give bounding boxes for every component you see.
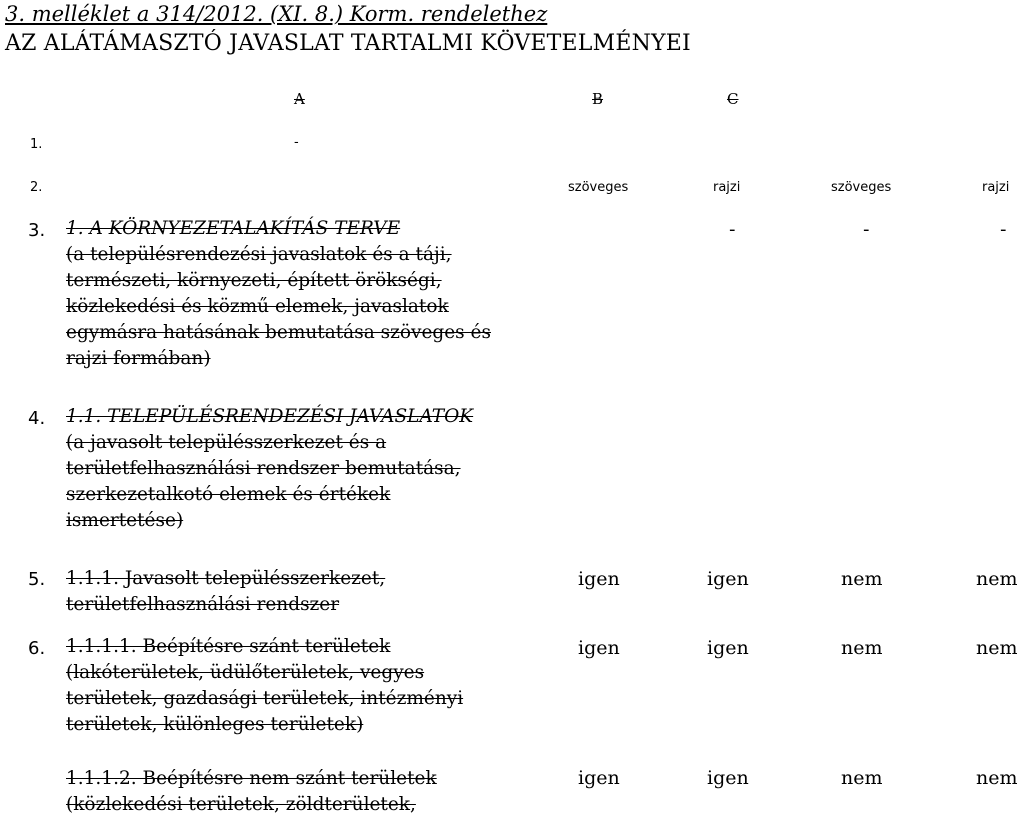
cell-value: igen [707, 767, 749, 789]
cell-value: igen [578, 568, 620, 590]
row-number: 6. [28, 638, 46, 659]
row-title: 1.1. TELEPÜLÉSRENDEZÉSI JAVASLATOK [66, 406, 474, 427]
row-line: rajzi formában) [66, 348, 211, 369]
cell-value: nem [841, 637, 883, 659]
row-line: 1.1.1. Javasolt településszerkezet, [66, 568, 386, 589]
row-title: 1. A KÖRNYEZETALAKÍTÁS TERVE [66, 218, 401, 239]
row-number: 4. [28, 408, 46, 429]
row-text [66, 766, 437, 818]
cell-value: nem [976, 637, 1018, 659]
row-line: egymásra hatásának bemutatása szöveges és [66, 322, 491, 343]
row-text [66, 216, 491, 372]
row-line: szerkezetalkotó elemek és értékek [66, 484, 391, 505]
cell-value: nem [841, 767, 883, 789]
row-number: 5. [28, 569, 46, 590]
cell-value: - [729, 219, 736, 240]
row-line: területek, gazdasági területek, intézményi [66, 688, 464, 709]
row-line: területfelhasználási rendszer [66, 594, 340, 615]
cell-value: igen [578, 767, 620, 789]
row-line: területek, különleges területek) [66, 714, 364, 735]
row-line: természeti, környezeti, épített örökségi, [66, 270, 442, 291]
subheader-textual: szöveges [831, 180, 892, 195]
annex-title: 3. melléklet a 314/2012. (XI. 8.) Korm. rendelethez [5, 2, 548, 26]
cell-value: nem [976, 568, 1018, 590]
empty-dash: - [294, 135, 299, 150]
row-line: ismertetése) [66, 510, 184, 531]
cell-value: nem [976, 767, 1018, 789]
row-number: 2. [30, 180, 43, 195]
cell-value: nem [841, 568, 883, 590]
column-header-c: C [727, 90, 739, 108]
column-header-b: B [592, 90, 604, 108]
row-text [66, 404, 473, 534]
row-line: (lakóterületek, üdülőterületek, vegyes [66, 662, 425, 683]
subheader-drawing: rajzi [713, 180, 741, 195]
cell-value: igen [578, 637, 620, 659]
row-number: 3. [28, 220, 46, 241]
row-line: (a javasolt településszerkezet és a [66, 432, 387, 453]
cell-value: igen [707, 637, 749, 659]
subheader-drawing: rajzi [982, 180, 1010, 195]
row-number: 1. [30, 137, 43, 152]
cell-value: - [863, 219, 870, 240]
main-title: AZ ALÁTÁMASZTÓ JAVASLAT TARTALMI KÖVETELMÉNYEI [5, 31, 691, 56]
row-line: (közlekedési területek, zöldterületek, [66, 794, 416, 815]
row-line: területfelhasználási rendszer bemutatása, [66, 458, 461, 479]
cell-value: - [1000, 219, 1007, 240]
row-line: 1.1.1.2. Beépítésre nem szánt területek [66, 768, 437, 789]
column-header-a: A [294, 90, 305, 108]
row-text [66, 566, 385, 618]
subheader-textual: szöveges [568, 180, 629, 195]
row-line: közlekedési és közmű elemek, javaslatok [66, 296, 449, 317]
row-text [66, 634, 463, 738]
row-line: (a településrendezési javaslatok és a táji, [66, 244, 452, 265]
cell-value: igen [707, 568, 749, 590]
row-line: 1.1.1.1. Beépítésre szánt területek [66, 636, 391, 657]
